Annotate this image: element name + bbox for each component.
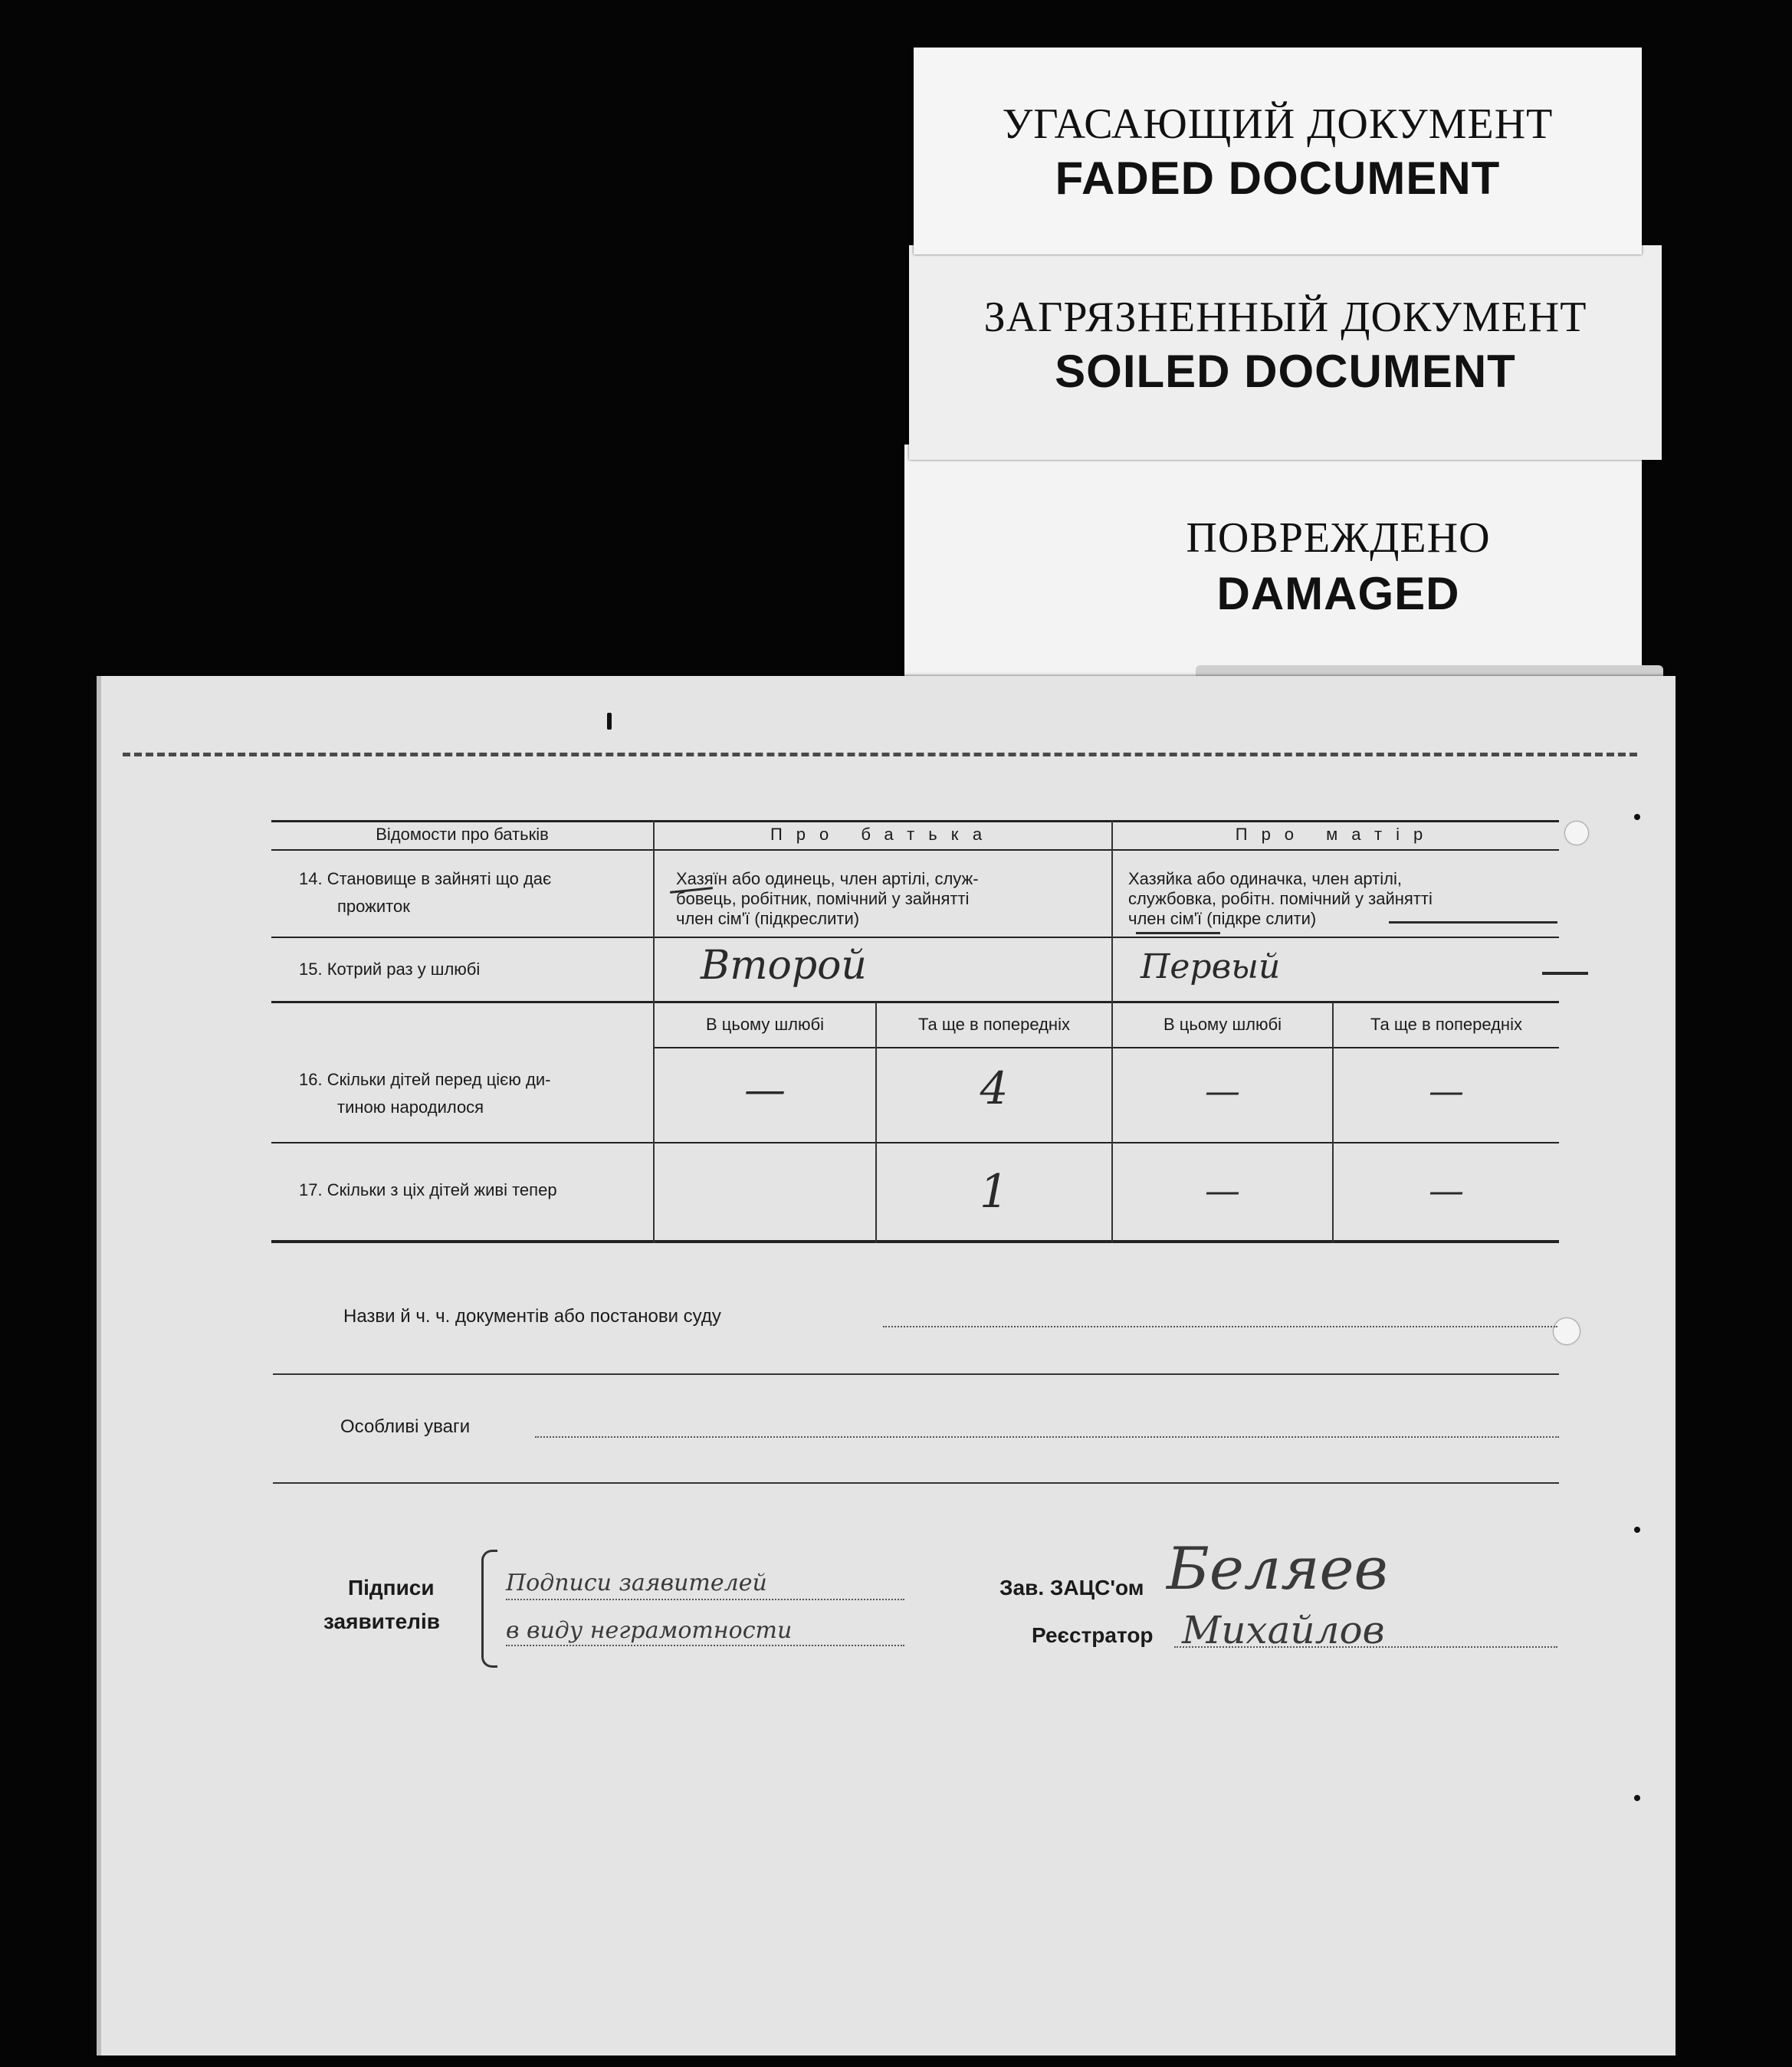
row15-label: 15. Котрий раз у шлюбі — [299, 960, 481, 979]
perforation-line — [123, 753, 1637, 756]
row17-mother-prev: — — [1429, 1170, 1464, 1211]
row16-label: 16. Скільки дітей перед цією ди- — [299, 1070, 551, 1089]
soiled-ru-label: ЗАГРЯЗНЕННЫЙ ДОКУМЕНТ — [983, 294, 1587, 341]
registration-form-page — [101, 676, 1675, 2056]
subheader-father-this: В цьому шлюбі — [705, 1015, 825, 1034]
dash-mark — [1542, 972, 1588, 975]
applicant-line-2 — [506, 1645, 904, 1646]
signature-brace — [481, 1550, 497, 1668]
head-zags-signature: Беляев — [1167, 1534, 1388, 1603]
row16-mother-this: — — [1205, 1070, 1240, 1111]
soiled-notice-slip — [909, 245, 1662, 460]
punch-hole — [1554, 1318, 1580, 1344]
applicants-signatures-label-cont: заявителів — [323, 1609, 440, 1633]
row17-mother-this: — — [1205, 1170, 1240, 1211]
row14-label-cont: прожиток — [337, 897, 410, 916]
row16-father-this: — — [744, 1065, 786, 1114]
row15-mother-value: Первый — [1141, 947, 1281, 986]
subheader-mother-this: В цьому шлюбі — [1163, 1015, 1282, 1034]
punch-hole — [1565, 822, 1588, 845]
row17-label: 17. Скільки з ціх дітей живі тепер — [299, 1180, 557, 1199]
ink-speck — [1634, 814, 1640, 820]
row16-label-cont: тиною народилося — [337, 1097, 484, 1117]
soiled-en-label: SOILED DOCUMENT — [1055, 346, 1516, 397]
header-parents-info: Відомости про батьків — [376, 825, 549, 844]
header-mother: Про матір — [1235, 825, 1437, 844]
remarks-dotted-line — [535, 1436, 1559, 1438]
head-zags-label: Зав. ЗАЦС'ом — [999, 1576, 1144, 1599]
registrar-line — [1174, 1646, 1557, 1648]
damaged-en-label: DAMAGED — [1216, 568, 1460, 619]
registrar-label: Реєстратор — [1032, 1623, 1154, 1647]
documents-field-label: Назви й ч. ч. документів або постанови суду — [343, 1306, 721, 1327]
faded-en-label: FADED DOCUMENT — [1055, 153, 1501, 204]
applicant-signature-1: Подписи заявителей — [506, 1570, 767, 1596]
ink-speck — [1634, 1527, 1640, 1533]
parents-info-table — [271, 820, 1559, 1249]
faded-ru-label: УГАСАЮЩИЙ ДОКУМЕНТ — [1002, 100, 1554, 148]
remarks-field-label: Особливі уваги — [340, 1416, 471, 1437]
underline-mark — [1389, 921, 1557, 924]
ink-speck — [1634, 1795, 1640, 1801]
row17-father-prev: 1 — [979, 1165, 1009, 1219]
damaged-ru-label: ПОВРЕЖДЕНО — [1186, 514, 1491, 562]
faded-notice-slip — [914, 48, 1642, 254]
applicant-line-1 — [506, 1599, 904, 1600]
applicants-signatures-label: Підписи — [348, 1576, 435, 1599]
header-father: Про батька — [770, 825, 996, 844]
documents-dotted-line — [883, 1326, 1557, 1327]
subheader-mother-prev: Та ще в попередніх — [1370, 1015, 1522, 1034]
damaged-notice-slip — [904, 445, 1642, 690]
documents-continuation-line — [273, 1373, 1559, 1375]
remarks-continuation-line — [273, 1482, 1559, 1484]
row16-mother-prev: — — [1429, 1070, 1464, 1111]
underline-mark — [1136, 932, 1220, 934]
applicant-signature-2: в виду неграмотности — [506, 1617, 793, 1644]
subheader-father-prev: Та ще в попередніх — [918, 1015, 1070, 1034]
row14-mother-options: Хазяйка або одиначка, член артілі, службовка, робітн. помічний у зайнятті член сім'ї (підкре слити) — [1128, 869, 1433, 928]
ink-speck — [607, 713, 612, 730]
row15-father-value: Второй — [701, 943, 867, 989]
row14-label: 14. Становище в зайняті що дає — [299, 869, 552, 888]
row16-father-prev: 4 — [980, 1062, 1009, 1114]
registrar-signature: Михайлов — [1182, 1608, 1385, 1652]
row14-father-options: Хазяїн або одинець, член артілі, служ- бовець, робітник, помічний у зайнятті член сім'ї (підкреслити) — [676, 869, 979, 928]
